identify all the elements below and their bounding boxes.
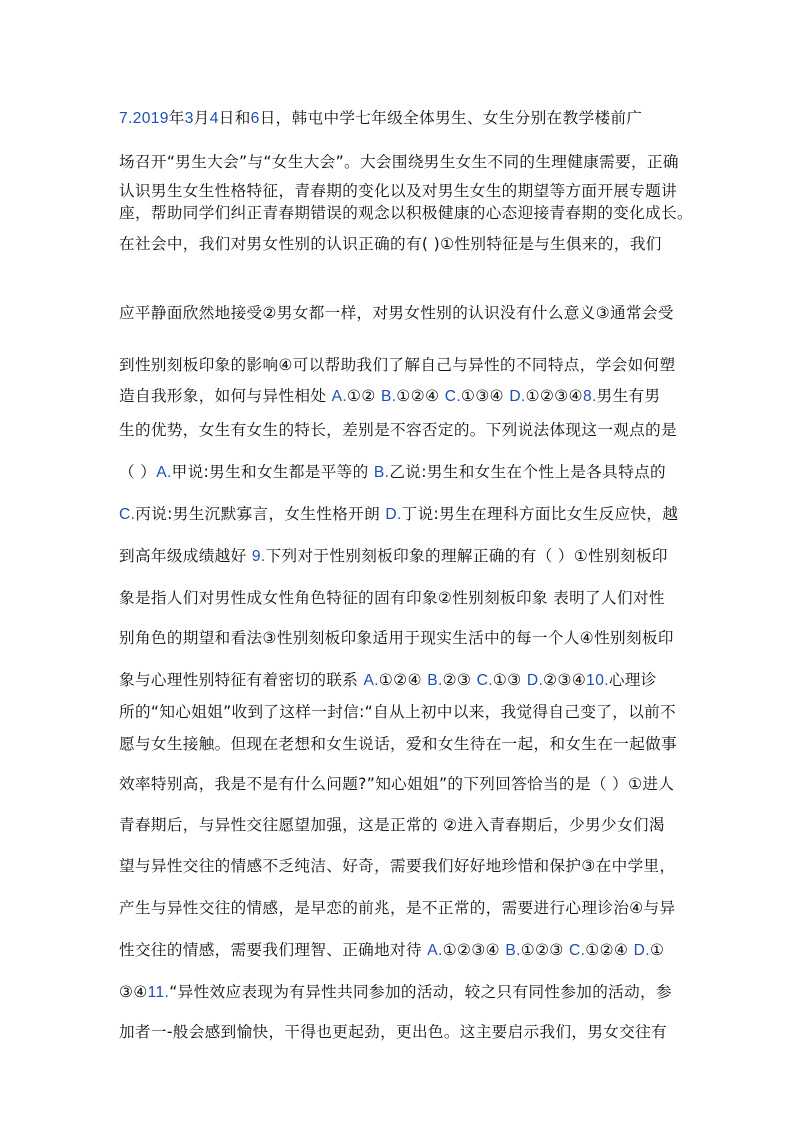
text-line: 应平静面欣然地接受②男女都一样，对男女性别的认识没有什么意义③通常会受 [119, 304, 674, 322]
option-label: A. [156, 464, 172, 481]
text-line: 别角色的期望和看法③性别刻板印象适用于现实生活中的每一个人④性别刻板印 [119, 629, 674, 647]
text-line: 象是指人们对男性成女性角色特征的固有印象②性别刻板印象 表明了人们对性 [119, 589, 665, 607]
text-line: 望与异性交往的情感不乏纯洁、好奇，需要我们好好地珍惜和保护③在中学里， [119, 857, 676, 875]
option-label: D. [385, 506, 402, 523]
text-line: ③④11.“异性效应表现为有异性共同参加的活动，较之只有同性参加的活动，参 [119, 983, 672, 1001]
text-line: 象与心理性别特征有着密切的联系 A.①②④ B.②③ C.①③ D.②③④10.心理诊 [119, 671, 657, 689]
option-label: D. [509, 388, 526, 405]
option-label: D. [633, 942, 650, 959]
text-line: 在社会中，我们对男女性别的认识正确的有( )①性别特征是与生俱来的，我们 [119, 235, 662, 253]
text-line: 愿与女生接触。但现在老想和女生说话，爱和女生待在一起，和女生在一起做事 [119, 735, 678, 753]
question-number: 11. [147, 984, 170, 1001]
text-line: 性交往的情感，需要我们理智、正确地对待 A.①②③④ B.①②③ C.①②④ D.① [119, 941, 665, 959]
question-number: 7.2019 [119, 110, 169, 127]
option-label: A. [427, 942, 443, 959]
text-line: 座，帮助同学们纠正青春期错误的观念以积极健康的心态迎接青春期的变化成长。 [119, 204, 693, 222]
option-label: B. [505, 942, 521, 959]
question-number: 8. [582, 388, 597, 405]
question-number: 9. [251, 548, 266, 565]
option-label: D. [526, 672, 544, 689]
option-label: B. [427, 672, 443, 689]
text-line: （ ）A.甲说:男生和女生都是平等的 B.乙说:男生和女生在个性上是各具特点的 [119, 463, 666, 481]
text-line: 造自我形象，如何与异性相处 A.①② B.①②④ C.①③④ D.①②③④8.男生有男 [119, 387, 661, 405]
option-label: A. [363, 672, 379, 689]
option-label: C. [569, 942, 586, 959]
option-label: C. [444, 388, 462, 405]
text-line: 所的“知心姐姐”收到了这样一封信:“自从上初中以来，我觉得自己变了，以前不 [119, 703, 677, 721]
text-line: 效率特别高，我是不是有什么问题?”知心姐姐”的下列回答恰当的是（ ）①进人 [119, 775, 675, 793]
text-line: 到性别刻板印象的影响④可以帮助我们了解自己与异性的不同特点，学会如何塑 [119, 356, 676, 374]
text-line: 青春期后，与异性交往愿望加强，这是正常的 ②进入青春期后，少男少女们渴 [119, 816, 665, 834]
text-line: 加者一-般会感到愉快，干得也更起劲，更出色。这主要启示我们，男女交往有 [119, 1023, 668, 1041]
option-label: A. [331, 388, 348, 405]
option-label: C. [119, 506, 136, 523]
option-label: C. [476, 672, 493, 689]
text-line: C.丙说:男生沉默寡言，女生性格开朗 D.丁说:男生在理科方面比女生反应快，越 [119, 505, 679, 523]
text-line: 产生与异性交往的情感，是早恋的前兆，是不正常的，需要进行心理诊治④与异 [119, 899, 676, 917]
text-line: 场召开“男生大会”与“女生大会”。大会围绕男生女生不同的生理健康需要，正确 [119, 153, 679, 171]
option-label: B. [373, 464, 390, 481]
text-line: 7.2019年3月4日和6日，韩屯中学七年级全体男生、女生分别在教学楼前广 [119, 109, 643, 127]
text-line: 认识男生女生性格特征，青春期的变化以及对男生女生的期望等方面开展专题讲 [119, 182, 678, 200]
option-label: B. [380, 388, 397, 405]
question-number: 10. [586, 672, 609, 689]
text-line: 到高年级成绩越好 9.下列对于性别刻板印象的理解正确的有（ ）①性别刻板印 [119, 547, 668, 565]
text-line: 生的优势，女生有女生的特长，差别是不容否定的。下列说法体现这一观点的是 [119, 421, 678, 439]
